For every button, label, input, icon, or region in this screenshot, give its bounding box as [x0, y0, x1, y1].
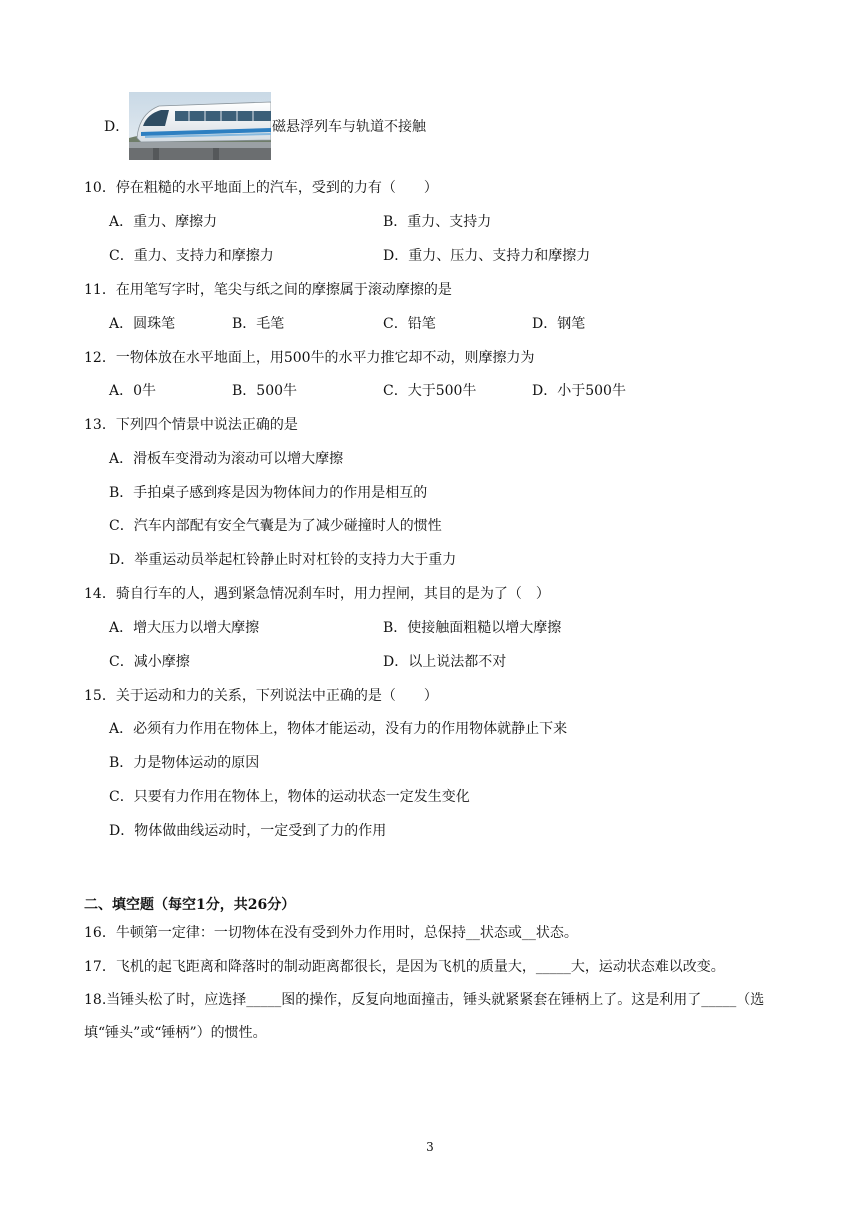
question-10-stem: 10．停在粗糙的水平地面上的汽车，受到的力有（ ） [84, 180, 438, 196]
q10-option-c: C．重力、支持力和摩擦力 [109, 248, 274, 264]
q14-option-c: C．减小摩擦 [109, 654, 190, 670]
maglev-train-image [129, 92, 271, 160]
q12-option-a: A．0牛 [109, 383, 157, 399]
option-d-text: 磁悬浮列车与轨道不接触 [272, 119, 426, 135]
question-18-line-2: 填“锤头”或“锤柄”）的惯性。 [84, 1025, 267, 1041]
q13-option-a: A．滑板车变滑动为滚动可以增大摩擦 [109, 451, 344, 467]
question-15-stem: 15．关于运动和力的关系，下列说法中正确的是（ ） [84, 688, 438, 704]
q15-option-c: C．只要有力作用在物体上，物体的运动状态一定发生变化 [109, 789, 470, 805]
question-17: 17．飞机的起飞距离和降落时的制动距离都很长，是因为飞机的质量大，_____大，运动状态难以改变。 [84, 959, 725, 975]
q15-option-b: B．力是物体运动的原因 [109, 755, 260, 771]
q11-option-c: C．铅笔 [383, 316, 436, 332]
q10-option-b: B．重力、支持力 [383, 214, 492, 230]
q14-option-a: A．增大压力以增大摩擦 [109, 620, 260, 636]
q15-option-a: A．必须有力作用在物体上，物体才能运动，没有力的作用物体就静止下来 [109, 721, 568, 737]
q14-option-b: B．使接触面粗糙以增大摩擦 [383, 620, 562, 636]
q10-option-a: A．重力、摩擦力 [109, 214, 218, 230]
question-13-stem: 13．下列四个情景中说法正确的是 [84, 417, 298, 433]
q13-option-c: C．汽车内部配有安全气囊是为了减少碰撞时人的惯性 [109, 518, 442, 534]
question-18-line-1: 18.当锤头松了时，应选择_____图的操作，反复向地面撞击，锤头就紧紧套在锤柄上了。这是利用了_____（选 [84, 992, 765, 1008]
q12-option-c: C．大于500牛 [383, 383, 477, 399]
option-d-letter: D． [104, 119, 130, 135]
question-16: 16．牛顿第一定律：一切物体在没有受到外力作用时，总保持__状态或__状态。 [84, 925, 578, 941]
q14-option-d: D．以上说法都不对 [383, 654, 507, 670]
q10-option-d: D．重力、压力、支持力和摩擦力 [383, 248, 591, 264]
section-heading: 二、填空题（每空1分，共26分） [84, 897, 296, 913]
q11-option-b: B．毛笔 [232, 316, 285, 332]
q12-option-b: B．500牛 [232, 383, 298, 399]
q12-option-d: D．小于500牛 [532, 383, 626, 399]
q13-option-b: B．手拍桌子感到疼是因为物体间力的作用是相互的 [109, 485, 428, 501]
page-number: 3 [426, 1140, 434, 1154]
q11-option-d: D．钢笔 [532, 316, 586, 332]
question-11-stem: 11．在用笔写字时，笔尖与纸之间的摩擦属于滚动摩擦的是 [84, 282, 452, 298]
question-12-stem: 12．一物体放在水平地面上，用500牛的水平力推它却不动，则摩擦力为 [84, 350, 535, 366]
q11-option-a: A．圆珠笔 [109, 316, 176, 332]
question-14-stem: 14．骑自行车的人，遇到紧急情况刹车时，用力捏闸，其目的是为了（ ） [84, 586, 550, 602]
q15-option-d: D．物体做曲线运动时，一定受到了力的作用 [109, 823, 387, 839]
q13-option-d: D．举重运动员举起杠铃静止时对杠铃的支持力大于重力 [109, 552, 457, 568]
